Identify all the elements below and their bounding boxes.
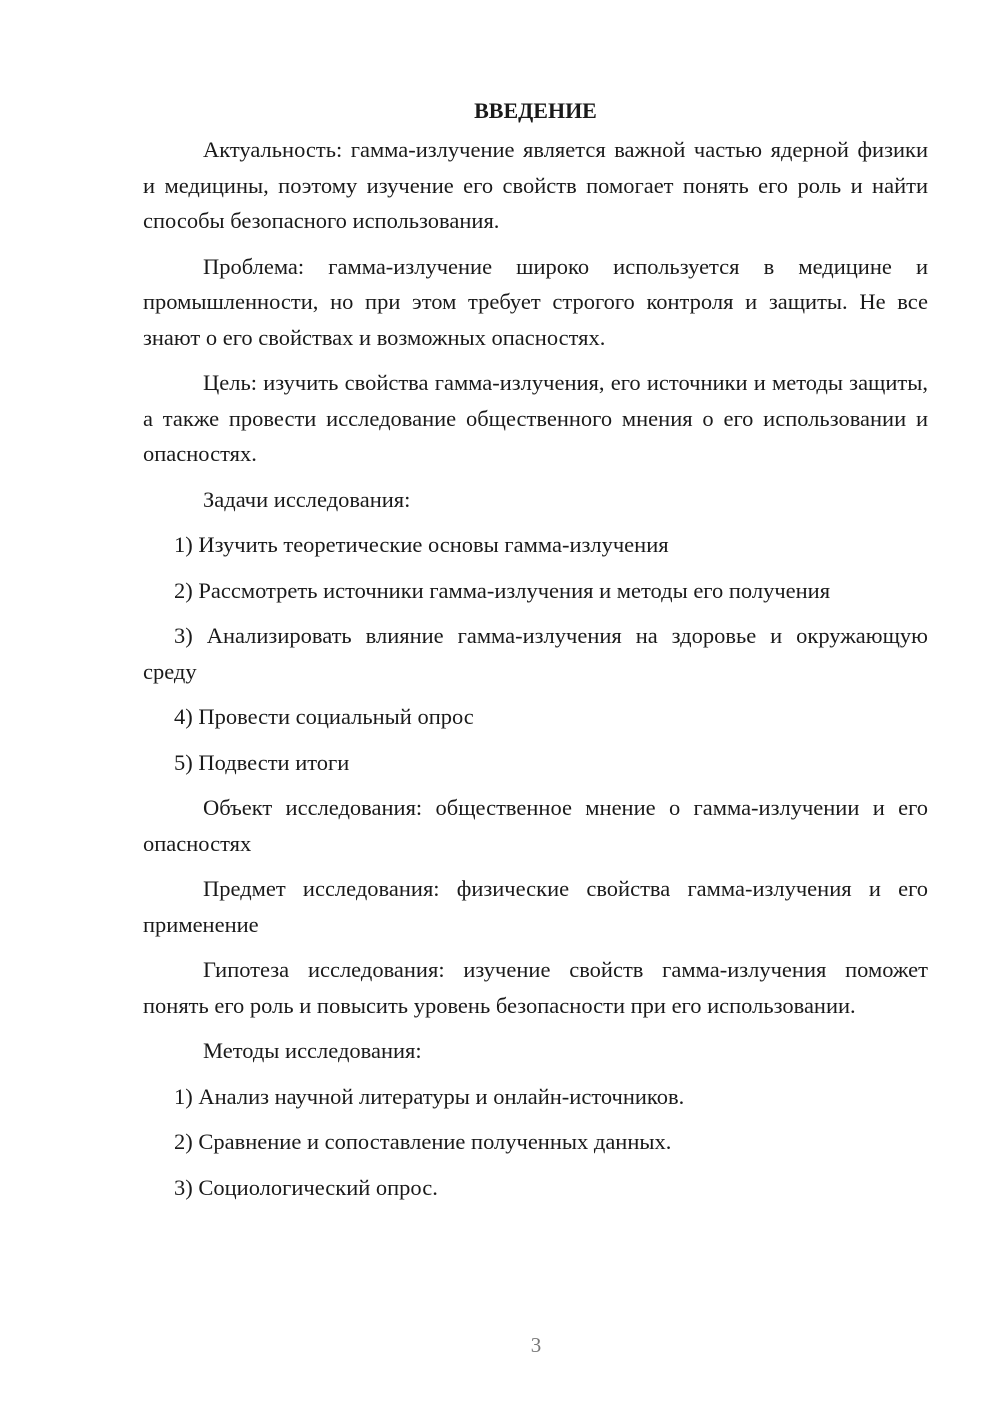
problem-paragraph: Проблема: гамма-излучение широко используется в медицине и промышленности, но при этом требует строгого контроля и защиты. Не все знают о его свойствах и возможных опасностях. <box>143 253 928 350</box>
method-item-2: 2) Сравнение и сопоставление полученных данных. <box>174 1129 672 1154</box>
task-item-4: 4) Провести социальный опрос <box>174 704 474 729</box>
relevance-paragraph: Актуальность: гамма-излучение является важной частью ядерной физики и медицины, поэтому изучение его свойств помогает понять его роль и найти способы безопасного использования. <box>143 137 928 233</box>
tasks-heading: Задачи исследования: <box>203 486 411 512</box>
task-item-1: 1) Изучить теоретические основы гамма-излучения <box>174 532 669 557</box>
task-item-2: 2) Рассмотреть источники гамма-излучения и методы его получения <box>174 577 831 603</box>
document-title: ВВЕДЕНИЕ <box>474 98 597 123</box>
page-number: 3 <box>530 1333 542 1357</box>
hypothesis-paragraph: Гипотеза исследования: изучение свойств гамма-излучения поможет понять его роль и повысить уровень безопасности при его использовании. <box>143 957 928 1018</box>
goal-paragraph: Цель: изучить свойства гамма-излучения, его источники и методы защиты, а также провести исследование общественного мнения о его использовании и опасностях. <box>143 370 928 466</box>
task-item-5: 5) Подвести итоги <box>174 749 350 775</box>
method-item-1: 1) Анализ научной литературы и онлайн-источников. <box>174 1083 685 1109</box>
document-page <box>143 96 928 1215</box>
method-item-3: 3) Социологический опрос. <box>174 1174 438 1200</box>
subject-paragraph: Предмет исследования: физические свойства гамма-излучения и его применение <box>143 876 928 937</box>
object-paragraph: Объект исследования: общественное мнение о гамма-излучении и его опасностях <box>143 795 928 856</box>
task-item-3: 3) Анализировать влияние гамма-излучения на здоровье и окружающую среду <box>143 623 928 684</box>
methods-heading: Методы исследования: <box>203 1038 422 1063</box>
